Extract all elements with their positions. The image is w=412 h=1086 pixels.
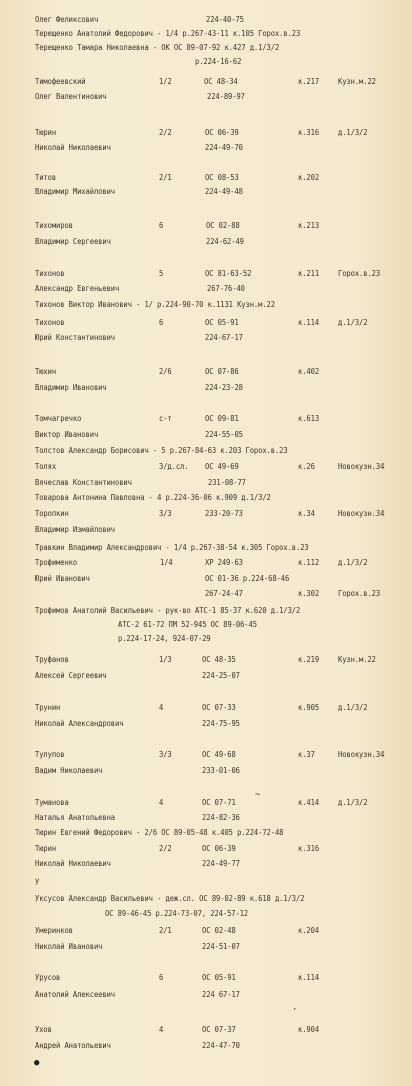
directory-text: 224-82-36 <box>202 812 240 822</box>
directory-text: ОС 08-53 <box>205 172 239 182</box>
directory-text: Тюрин <box>35 843 57 853</box>
directory-text: 267-76-40 <box>207 283 245 293</box>
directory-text: Николай Николаевич <box>35 142 111 152</box>
directory-text: Тихонов Виктор Иванович - 1/ р.224-90-70 к.1131 Кузн.м.22 <box>35 299 275 309</box>
directory-text: д.1/3/2 <box>338 127 368 137</box>
directory-text: Тихомиров <box>35 220 73 230</box>
directory-text: Трофименко <box>35 557 78 567</box>
directory-text: ОС 09-81 <box>205 413 239 423</box>
directory-text: 2/6 <box>159 366 172 376</box>
directory-text: Николай Николаевич <box>35 858 111 868</box>
directory-text: 224-89-97 <box>207 91 245 101</box>
directory-text: 2/2 <box>159 127 172 137</box>
directory-text: Титов <box>35 172 57 182</box>
directory-text: 3/3 <box>159 749 172 759</box>
directory-text: Вадим Николаевич <box>35 765 103 775</box>
directory-text: Новокузн.34 <box>338 461 385 471</box>
directory-text: 2/2 <box>159 843 172 853</box>
directory-text: ОС 07-33 <box>202 702 236 712</box>
directory-text: д.1/3/2 <box>338 702 368 712</box>
directory-text: ОС 06-39 <box>205 127 239 137</box>
directory-text: ОС 89-46-45 р.224-73-07, 224-57-12 <box>105 908 249 918</box>
directory-text: Ухов <box>35 1024 52 1034</box>
directory-text: к.302 <box>298 588 320 598</box>
directory-text: Уксусов Александр Васильевич - деж.сл. ОС 89-02-89 к.618 д.1/3/2 <box>35 893 305 903</box>
directory-text: с-т <box>159 413 172 423</box>
directory-text: д.1/3/2 <box>338 797 368 807</box>
directory-text: Александр Евгеньевич <box>35 283 120 293</box>
directory-text: 1/3 <box>159 654 172 664</box>
directory-text: ОС 81-63-52 <box>205 268 252 278</box>
directory-text: р.224-16-62 <box>195 56 242 66</box>
directory-text: Умеринков <box>35 925 73 935</box>
directory-text: Терещенко Анатолий Федорович - 1/4 р.267-43-11 к.105 Горох.в.23 <box>35 28 301 38</box>
directory-text: ОС 05-91 <box>202 972 236 982</box>
directory-text: 224-75-95 <box>202 718 240 728</box>
directory-text: ОС 48-34 <box>204 76 238 86</box>
directory-text: Травкин Владимир Александрович - 1/4 р.267-38-54 к.305 Горох.в.23 <box>35 542 309 552</box>
directory-text: к.202 <box>298 172 320 182</box>
directory-text: Андрей Анатольевич <box>35 1040 111 1050</box>
directory-text: 1/4 <box>160 557 173 567</box>
directory-text: 6 <box>159 317 164 327</box>
directory-text: р.224-17-24, 924-07-29 <box>118 633 211 643</box>
directory-text: Кузн.м.22 <box>338 76 376 86</box>
directory-text: Горох.в.23 <box>338 588 381 598</box>
directory-text: к.26 <box>298 461 315 471</box>
directory-text: Новокузн.34 <box>338 508 385 518</box>
directory-text: Томчагречко <box>35 413 82 423</box>
directory-text: 4 <box>159 797 164 807</box>
directory-text: к.414 <box>298 797 320 807</box>
directory-text: Торопкин <box>35 508 69 518</box>
directory-text: Анатолий Алексеевич <box>35 989 115 999</box>
directory-text: Владимир Михайлович <box>35 186 115 196</box>
directory-text: Олег Феликсович <box>35 14 99 24</box>
directory-text: 267-24-47 <box>205 588 243 598</box>
directory-text: 6 <box>159 972 164 982</box>
directory-text: 3/д.сл. <box>159 461 189 471</box>
directory-text: к.905 <box>298 702 320 712</box>
directory-text: к.37 <box>298 749 315 759</box>
directory-text: Алексей Сергеевич <box>35 670 107 680</box>
directory-text: 224-55-05 <box>205 429 243 439</box>
directory-text: к.112 <box>298 557 320 567</box>
directory-text: Толстов Александр Борисович - 5 р.267-84-63 к.203 Горох.в.23 <box>35 445 288 455</box>
directory-text: ОС 49-69 <box>205 461 239 471</box>
directory-text: 224-49-77 <box>202 858 240 868</box>
directory-text: Кузн.м.22 <box>338 654 376 664</box>
directory-text: 224 67-17 <box>202 989 240 999</box>
directory-text: Терещенко Тамара Николаевна - ОК ОС 89-07-92 к.427 д.1/3/2 <box>35 42 280 52</box>
directory-text: Труфанов <box>35 654 69 664</box>
directory-text: к.219 <box>298 654 320 664</box>
directory-text: АТС-2 61-72 ПМ 52-945 ОС 89-06-45 <box>118 619 257 629</box>
directory-text: Тюхин <box>35 366 57 376</box>
directory-text: 224-49-48 <box>205 186 243 196</box>
directory-text: 224-25-07 <box>202 670 240 680</box>
directory-text: д.1/3/2 <box>338 557 368 567</box>
directory-text: ОС 06-39 <box>202 843 236 853</box>
directory-text: Трофимов Анатолий Васильевич - рук-во АТС-1 85-37 к.620 д.1/3/2 <box>35 605 301 615</box>
directory-text: ОС 07-71 <box>202 797 236 807</box>
directory-text: к.316 <box>298 843 320 853</box>
directory-text: ОС 01-36 р.224-68-46 <box>205 573 290 583</box>
directory-text: Владимир Иванович <box>35 382 107 392</box>
directory-text: 233-20-73 <box>205 508 243 518</box>
ink-mark: ● <box>34 1058 40 1068</box>
directory-text: Тюрин Евгений Федорович - 2/6 ОС 89-05-48 к.405 р.224-72-48 <box>35 827 284 837</box>
directory-text: к.613 <box>298 413 320 423</box>
directory-text: ОС 48-35 <box>202 654 236 664</box>
directory-text: Юрий Константинович <box>35 332 115 342</box>
directory-text: 224-47-70 <box>202 1040 240 1050</box>
directory-text: ОС 02-48 <box>202 925 236 935</box>
ink-mark: ~ <box>255 790 261 800</box>
directory-text: д.1/3/2 <box>338 317 368 327</box>
directory-text: Тимофеевский <box>35 76 86 86</box>
directory-text: Товарова Антонина Павловна - 4 р.224-36-06 к.909 д.1/3/2 <box>35 492 271 502</box>
directory-text: 224-49-70 <box>205 142 243 152</box>
directory-text: Вячеслав Константинович <box>35 477 132 487</box>
directory-text: Туманова <box>35 797 69 807</box>
directory-text: 224-67-17 <box>205 332 243 342</box>
directory-text: Тихонов <box>35 317 65 327</box>
directory-text: у <box>35 875 40 885</box>
directory-text: 6 <box>159 220 164 230</box>
directory-text: к.402 <box>298 366 320 376</box>
directory-text: 224-40-75 <box>206 14 244 24</box>
directory-text: к.114 <box>298 317 320 327</box>
directory-text: Урусов <box>35 972 61 982</box>
directory-text: ОС 49-68 <box>202 749 236 759</box>
directory-text: 224-51-07 <box>202 941 240 951</box>
directory-text: Олег Валентинович <box>35 91 107 101</box>
directory-text: 2/1 <box>159 925 172 935</box>
directory-text: 231-08-77 <box>208 477 246 487</box>
directory-text: Владимир Сергеевич <box>35 236 111 246</box>
directory-text: 224-23-28 <box>205 382 243 392</box>
directory-text: 1/2 <box>159 76 172 86</box>
directory-text: Юрий Иванович <box>35 573 90 583</box>
directory-text: 3/3 <box>159 508 172 518</box>
directory-text: ОС 07-37 <box>202 1024 236 1034</box>
directory-text: Николай Александрович <box>35 718 124 728</box>
directory-text: ОС 07-86 <box>205 366 239 376</box>
directory-text: 4 <box>159 702 164 712</box>
directory-text: Новокузн.34 <box>338 749 385 759</box>
directory-text: Владимир Измайлович <box>35 524 115 534</box>
directory-text: 5 <box>159 268 164 278</box>
directory-text: Трунин <box>35 702 61 712</box>
directory-text: 233-01-06 <box>202 765 240 775</box>
directory-text: 224-62-49 <box>206 236 244 246</box>
directory-text: Тюрин <box>35 127 57 137</box>
directory-text: к.114 <box>298 972 320 982</box>
directory-text: к.213 <box>298 220 320 230</box>
directory-text: к.904 <box>298 1024 320 1034</box>
directory-text: 2/1 <box>159 172 172 182</box>
directory-text: ОС 05-91 <box>205 317 239 327</box>
directory-text: Наталья Анатольевна <box>35 812 115 822</box>
directory-text: Тулупов <box>35 749 65 759</box>
directory-text: ХР 249-63 <box>205 557 243 567</box>
directory-text: к.211 <box>298 268 320 278</box>
directory-text: 4 <box>159 1024 164 1034</box>
ink-mark: · <box>292 1005 298 1015</box>
directory-text: Горох.в.23 <box>338 268 381 278</box>
directory-text: к.217 <box>298 76 320 86</box>
directory-text: к.316 <box>298 127 320 137</box>
directory-text: Виктор Иванович <box>35 429 99 439</box>
directory-text: к.204 <box>298 925 320 935</box>
directory-text: ОС 02-88 <box>206 220 240 230</box>
directory-text: Толях <box>35 461 57 471</box>
directory-text: Николай Иванович <box>35 941 103 951</box>
directory-text: к.34 <box>298 508 315 518</box>
directory-text: Тихонов <box>35 268 65 278</box>
